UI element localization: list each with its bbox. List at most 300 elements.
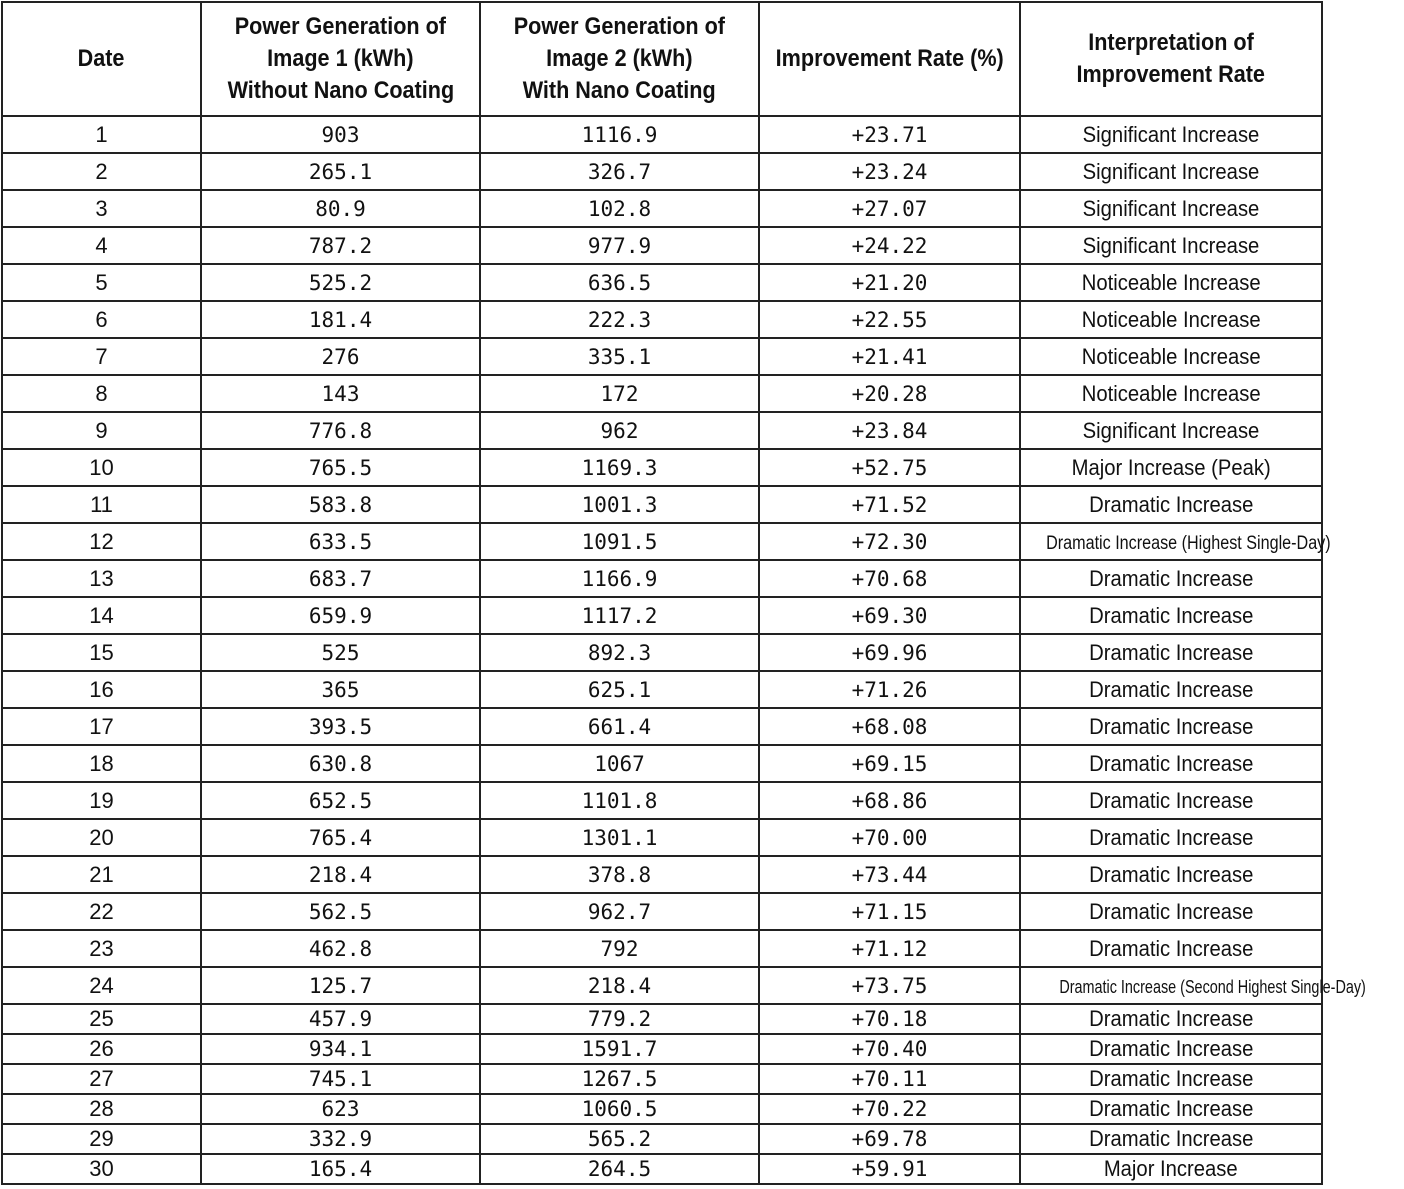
cell-interpretation (1020, 486, 1322, 523)
cell-image2-kwh-text: 1091.5 (581, 529, 658, 554)
cell-interpretation (1020, 1094, 1322, 1124)
cell-date-text: 12 (89, 528, 114, 554)
cell-date (2, 634, 201, 671)
cell-image2-kwh-text: 962 (600, 418, 639, 443)
cell-image2-kwh (480, 745, 759, 782)
cell-improvement-rate-text: +70.11 (851, 1067, 928, 1091)
cell-improvement-rate-text: +70.40 (851, 1037, 928, 1061)
cell-date-text: 5 (95, 269, 108, 295)
cell-improvement-rate (759, 745, 1020, 782)
cell-improvement-rate (759, 1034, 1020, 1064)
table-row (2, 745, 1322, 782)
cell-improvement-rate (759, 1064, 1020, 1094)
cell-image2-kwh-text: 1301.1 (581, 825, 658, 850)
cell-image2-kwh-text: 1169.3 (581, 455, 658, 480)
cell-image2-kwh-text: 962.7 (587, 899, 652, 924)
header-improvement-label: Improvement Rate (%) (775, 45, 1004, 72)
cell-improvement-rate (759, 597, 1020, 634)
cell-image1-kwh-text: 787.2 (308, 233, 373, 258)
cell-image2-kwh (480, 338, 759, 375)
cell-improvement-rate-text: +69.30 (851, 603, 928, 628)
table-row (2, 264, 1322, 301)
cell-interpretation (1020, 1124, 1322, 1154)
cell-image2-kwh (480, 1004, 759, 1034)
cell-improvement-rate (759, 893, 1020, 930)
cell-improvement-rate (759, 153, 1020, 190)
cell-date (2, 1034, 201, 1064)
cell-image1-kwh (201, 745, 480, 782)
cell-date-text: 8 (95, 380, 108, 406)
cell-image2-kwh (480, 1034, 759, 1064)
cell-image2-kwh (480, 1064, 759, 1094)
header-interp-line2: Improvement Rate (1076, 61, 1266, 88)
cell-image2-kwh (480, 1094, 759, 1124)
cell-interpretation (1020, 190, 1322, 227)
cell-interpretation-text: Significant Increase (1082, 121, 1260, 147)
table-row (2, 523, 1322, 560)
cell-date-text: 2 (95, 158, 108, 184)
cell-date (2, 1154, 201, 1184)
cell-interpretation-text: Dramatic Increase (1088, 787, 1254, 813)
table-row (2, 1094, 1322, 1124)
cell-image1-kwh (201, 708, 480, 745)
table-row (2, 227, 1322, 264)
cell-image2-kwh (480, 634, 759, 671)
cell-date (2, 338, 201, 375)
cell-image2-kwh-text: 102.8 (587, 196, 652, 221)
cell-interpretation-text: Dramatic Increase (1088, 713, 1254, 739)
cell-image2-kwh-text: 172 (600, 381, 639, 406)
cell-date (2, 1124, 201, 1154)
cell-date-text: 14 (89, 602, 114, 628)
header-interp-line1: Interpretation of (1088, 29, 1254, 56)
cell-image2-kwh (480, 375, 759, 412)
table-row (2, 782, 1322, 819)
cell-image1-kwh (201, 1094, 480, 1124)
table-row (2, 375, 1322, 412)
cell-image1-kwh (201, 930, 480, 967)
cell-improvement-rate (759, 671, 1020, 708)
cell-image1-kwh (201, 671, 480, 708)
cell-date-text: 30 (89, 1156, 114, 1181)
cell-image2-kwh-text: 1166.9 (581, 566, 658, 591)
cell-improvement-rate (759, 1094, 1020, 1124)
cell-image1-kwh (201, 486, 480, 523)
table-row (2, 153, 1322, 190)
cell-interpretation-text: Noticeable Increase (1081, 343, 1261, 369)
table-row (2, 893, 1322, 930)
cell-interpretation (1020, 560, 1322, 597)
cell-image2-kwh (480, 153, 759, 190)
cell-image1-kwh-text: 765.4 (308, 825, 373, 850)
cell-improvement-rate-text: +71.26 (851, 677, 928, 702)
cell-interpretation (1020, 708, 1322, 745)
cell-improvement-rate (759, 782, 1020, 819)
cell-image2-kwh-text: 1117.2 (581, 603, 658, 628)
cell-date (2, 1004, 201, 1034)
cell-image2-kwh (480, 227, 759, 264)
cell-improvement-rate-text: +27.07 (851, 196, 928, 221)
cell-image2-kwh (480, 967, 759, 1004)
cell-date-text: 15 (89, 639, 114, 665)
cell-image1-kwh (201, 597, 480, 634)
cell-date (2, 116, 201, 153)
cell-image1-kwh-text: 630.8 (308, 751, 373, 776)
cell-image1-kwh (201, 1004, 480, 1034)
cell-image1-kwh-text: 332.9 (308, 1127, 373, 1151)
cell-image1-kwh (201, 301, 480, 338)
cell-interpretation (1020, 745, 1322, 782)
cell-image2-kwh (480, 1124, 759, 1154)
cell-date (2, 190, 201, 227)
cell-image2-kwh (480, 856, 759, 893)
cell-date (2, 264, 201, 301)
cell-interpretation (1020, 893, 1322, 930)
cell-image1-kwh-text: 165.4 (308, 1157, 373, 1181)
table-row (2, 1064, 1322, 1094)
cell-improvement-rate-text: +72.30 (851, 529, 928, 554)
cell-interpretation-text: Dramatic Increase (1088, 676, 1254, 702)
cell-image1-kwh-text: 393.5 (308, 714, 373, 739)
cell-image2-kwh (480, 671, 759, 708)
cell-date-text: 1 (95, 121, 108, 147)
cell-improvement-rate (759, 449, 1020, 486)
table-row (2, 301, 1322, 338)
table-row (2, 560, 1322, 597)
cell-image1-kwh (201, 116, 480, 153)
cell-image1-kwh (201, 190, 480, 227)
cell-image2-kwh (480, 116, 759, 153)
cell-image1-kwh-text: 80.9 (315, 196, 366, 221)
cell-image2-kwh-text: 636.5 (587, 270, 652, 295)
cell-image1-kwh-text: 457.9 (308, 1007, 373, 1031)
cell-interpretation-text: Significant Increase (1082, 195, 1260, 221)
cell-date (2, 745, 201, 782)
cell-date (2, 782, 201, 819)
cell-date (2, 449, 201, 486)
cell-improvement-rate (759, 375, 1020, 412)
cell-image1-kwh-text: 181.4 (308, 307, 373, 332)
cell-image1-kwh (201, 264, 480, 301)
cell-image2-kwh (480, 412, 759, 449)
cell-image2-kwh-text: 892.3 (587, 640, 652, 665)
header-date (2, 2, 201, 116)
cell-image1-kwh-text: 562.5 (308, 899, 373, 924)
cell-image1-kwh (201, 375, 480, 412)
cell-date (2, 486, 201, 523)
cell-improvement-rate-text: +70.00 (851, 825, 928, 850)
cell-image1-kwh-text: 776.8 (308, 418, 373, 443)
cell-image2-kwh (480, 301, 759, 338)
cell-image2-kwh-text: 977.9 (587, 233, 652, 258)
cell-image2-kwh-text: 1001.3 (581, 492, 658, 517)
cell-date (2, 560, 201, 597)
cell-image2-kwh-text: 1067 (594, 751, 645, 776)
cell-improvement-rate (759, 227, 1020, 264)
cell-image2-kwh (480, 597, 759, 634)
cell-improvement-rate (759, 930, 1020, 967)
cell-improvement-rate-text: +23.71 (851, 122, 928, 147)
cell-interpretation-text: Dramatic Increase (1088, 491, 1254, 517)
cell-improvement-rate-text: +71.15 (851, 899, 928, 924)
cell-improvement-rate (759, 486, 1020, 523)
cell-image1-kwh-text: 623 (321, 1097, 360, 1121)
cell-date-text: 24 (89, 972, 114, 998)
cell-interpretation-text: Dramatic Increase (1088, 750, 1254, 776)
cell-image1-kwh-text: 765.5 (308, 455, 373, 480)
cell-date-text: 6 (95, 306, 108, 332)
cell-image2-kwh (480, 893, 759, 930)
cell-image2-kwh-text: 222.3 (587, 307, 652, 332)
cell-image1-kwh-text: 525.2 (308, 270, 373, 295)
cell-interpretation (1020, 671, 1322, 708)
cell-image2-kwh (480, 449, 759, 486)
cell-interpretation-text: Major Increase (Peak) (1071, 454, 1271, 480)
cell-date-text: 21 (89, 861, 114, 887)
cell-improvement-rate-text: +73.75 (851, 973, 928, 998)
cell-image1-kwh-text: 745.1 (308, 1067, 373, 1091)
cell-interpretation-text: Dramatic Increase (1088, 824, 1254, 850)
cell-improvement-rate-text: +20.28 (851, 381, 928, 406)
cell-interpretation (1020, 856, 1322, 893)
cell-improvement-rate (759, 634, 1020, 671)
cell-image1-kwh (201, 412, 480, 449)
cell-improvement-rate (759, 560, 1020, 597)
cell-interpretation-text: Dramatic Increase (1088, 898, 1254, 924)
table-row (2, 190, 1322, 227)
table-row (2, 1004, 1322, 1034)
cell-image1-kwh-text: 462.8 (308, 936, 373, 961)
cell-interpretation (1020, 819, 1322, 856)
cell-image1-kwh (201, 1064, 480, 1094)
cell-interpretation (1020, 967, 1366, 1004)
cell-improvement-rate-text: +22.55 (851, 307, 928, 332)
cell-image2-kwh-text: 1060.5 (581, 1097, 658, 1121)
header-image2 (480, 2, 759, 116)
table-row (2, 967, 1322, 1004)
header-image1-line3: Without Nano Coating (227, 77, 454, 104)
table-row (2, 486, 1322, 523)
cell-improvement-rate-text: +23.84 (851, 418, 928, 443)
cell-improvement-rate (759, 190, 1020, 227)
cell-improvement-rate-text: +69.96 (851, 640, 928, 665)
cell-improvement-rate-text: +71.12 (851, 936, 928, 961)
cell-improvement-rate-text: +24.22 (851, 233, 928, 258)
cell-date (2, 412, 201, 449)
cell-date (2, 819, 201, 856)
cell-image1-kwh (201, 893, 480, 930)
cell-date-text: 25 (89, 1006, 114, 1031)
cell-image1-kwh-text: 265.1 (308, 159, 373, 184)
cell-image2-kwh (480, 486, 759, 523)
cell-improvement-rate-text: +23.24 (851, 159, 928, 184)
cell-date-text: 10 (89, 454, 114, 480)
cell-improvement-rate (759, 856, 1020, 893)
cell-image2-kwh-text: 792 (600, 936, 639, 961)
table-row (2, 338, 1322, 375)
cell-date-text: 28 (89, 1096, 114, 1121)
cell-improvement-rate (759, 708, 1020, 745)
cell-date-text: 7 (95, 343, 108, 369)
table-body (2, 116, 1366, 1184)
cell-interpretation (1020, 375, 1322, 412)
cell-improvement-rate (759, 1154, 1020, 1184)
cell-image1-kwh-text: 525 (321, 640, 360, 665)
cell-image1-kwh-text: 633.5 (308, 529, 373, 554)
header-improvement-rate (759, 2, 1020, 116)
cell-image1-kwh-text: 276 (321, 344, 360, 369)
cell-image1-kwh-text: 659.9 (308, 603, 373, 628)
cell-improvement-rate (759, 1124, 1020, 1154)
cell-date (2, 301, 201, 338)
cell-interpretation (1020, 930, 1322, 967)
cell-interpretation-text: Noticeable Increase (1081, 380, 1261, 406)
cell-improvement-rate (759, 264, 1020, 301)
cell-image2-kwh-text: 335.1 (587, 344, 652, 369)
table-row (2, 819, 1322, 856)
cell-image1-kwh (201, 153, 480, 190)
cell-image2-kwh (480, 819, 759, 856)
cell-image2-kwh-text: 218.4 (587, 973, 652, 998)
cell-interpretation (1020, 1004, 1322, 1034)
cell-image2-kwh-text: 1116.9 (581, 122, 658, 147)
cell-interpretation (1020, 116, 1322, 153)
cell-date (2, 1064, 201, 1094)
cell-image2-kwh (480, 264, 759, 301)
cell-image1-kwh (201, 819, 480, 856)
cell-date-text: 3 (95, 195, 108, 221)
cell-improvement-rate (759, 412, 1020, 449)
cell-interpretation (1020, 264, 1322, 301)
cell-interpretation (1020, 597, 1322, 634)
cell-interpretation (1020, 153, 1322, 190)
table-row (2, 1124, 1322, 1154)
table-row (2, 412, 1322, 449)
cell-date-text: 18 (89, 750, 114, 776)
cell-image1-kwh (201, 634, 480, 671)
cell-improvement-rate-text: +59.91 (851, 1157, 928, 1181)
cell-improvement-rate (759, 1004, 1020, 1034)
cell-date (2, 523, 201, 560)
cell-image2-kwh (480, 930, 759, 967)
cell-date-text: 13 (89, 565, 114, 591)
table-row (2, 116, 1322, 153)
cell-image1-kwh (201, 1154, 480, 1184)
cell-image2-kwh-text: 264.5 (587, 1157, 652, 1181)
power-generation-table-container (1, 1, 1366, 1185)
cell-interpretation (1020, 449, 1322, 486)
cell-interpretation-text: Dramatic Increase (1088, 935, 1254, 961)
cell-image1-kwh-text: 125.7 (308, 973, 373, 998)
cell-image2-kwh (480, 560, 759, 597)
cell-improvement-rate (759, 967, 1020, 1004)
cell-date-text: 11 (90, 491, 113, 517)
header-image1 (201, 2, 480, 116)
table-row (2, 856, 1322, 893)
table-row (2, 634, 1322, 671)
cell-image2-kwh (480, 782, 759, 819)
cell-image1-kwh-text: 365 (321, 677, 360, 702)
cell-date (2, 597, 201, 634)
cell-interpretation-text: Dramatic Increase (1088, 1126, 1254, 1151)
cell-date (2, 671, 201, 708)
cell-date (2, 856, 201, 893)
cell-interpretation (1020, 523, 1331, 560)
cell-date-text: 17 (89, 713, 114, 739)
cell-date-text: 4 (95, 232, 108, 258)
header-image1-line1: Power Generation of (234, 13, 447, 40)
cell-image1-kwh (201, 856, 480, 893)
cell-improvement-rate-text: +69.15 (851, 751, 928, 776)
cell-image1-kwh-text: 583.8 (308, 492, 373, 517)
cell-image2-kwh-text: 625.1 (587, 677, 652, 702)
cell-image1-kwh (201, 1124, 480, 1154)
cell-interpretation (1020, 1154, 1322, 1184)
cell-interpretation (1020, 782, 1322, 819)
cell-image1-kwh-text: 683.7 (308, 566, 373, 591)
cell-image1-kwh-text: 218.4 (308, 862, 373, 887)
cell-interpretation-text: Significant Increase (1082, 417, 1260, 443)
cell-interpretation-text: Dramatic Increase (1088, 602, 1254, 628)
cell-date (2, 227, 201, 264)
header-date-label: Date (78, 45, 125, 72)
cell-interpretation-text: Dramatic Increase (1088, 1066, 1254, 1091)
cell-date (2, 708, 201, 745)
cell-date (2, 153, 201, 190)
cell-interpretation (1020, 227, 1322, 264)
cell-date-text: 29 (89, 1126, 114, 1151)
cell-date-text: 27 (89, 1066, 114, 1091)
cell-image2-kwh (480, 523, 759, 560)
cell-image1-kwh (201, 227, 480, 264)
cell-interpretation-text: Dramatic Increase (1088, 639, 1254, 665)
cell-interpretation-text: Dramatic Increase (1088, 861, 1254, 887)
cell-interpretation-text: Noticeable Increase (1081, 306, 1261, 332)
table-row (2, 671, 1322, 708)
cell-date-text: 22 (89, 898, 114, 924)
cell-image2-kwh-text: 565.2 (587, 1127, 652, 1151)
cell-improvement-rate-text: +21.20 (851, 270, 928, 295)
cell-image2-kwh-text: 1101.8 (581, 788, 658, 813)
cell-image2-kwh (480, 1154, 759, 1184)
cell-improvement-rate-text: +21.41 (851, 344, 928, 369)
header-image2-line1: Power Generation of (513, 13, 726, 40)
cell-improvement-rate (759, 523, 1020, 560)
cell-interpretation-text: Dramatic Increase (1088, 565, 1254, 591)
table-row (2, 1034, 1322, 1064)
cell-improvement-rate (759, 116, 1020, 153)
header-interpretation (1020, 2, 1322, 116)
header-row (2, 2, 1322, 116)
table-row (2, 1154, 1322, 1184)
cell-image1-kwh-text: 934.1 (308, 1037, 373, 1061)
cell-interpretation-text: Major Increase (1104, 1156, 1238, 1181)
table-row (2, 449, 1322, 486)
cell-image2-kwh-text: 661.4 (587, 714, 652, 739)
cell-interpretation-text: Noticeable Increase (1081, 269, 1261, 295)
cell-interpretation-text: Significant Increase (1082, 158, 1260, 184)
cell-improvement-rate-text: +71.52 (851, 492, 928, 517)
cell-improvement-rate (759, 301, 1020, 338)
cell-interpretation (1020, 338, 1322, 375)
cell-improvement-rate (759, 819, 1020, 856)
cell-interpretation-text: Dramatic Increase (1088, 1006, 1254, 1031)
cell-interpretation (1020, 1064, 1322, 1094)
cell-improvement-rate-text: +70.18 (851, 1007, 928, 1031)
cell-improvement-rate-text: +68.86 (851, 788, 928, 813)
cell-image1-kwh (201, 338, 480, 375)
cell-date (2, 893, 201, 930)
